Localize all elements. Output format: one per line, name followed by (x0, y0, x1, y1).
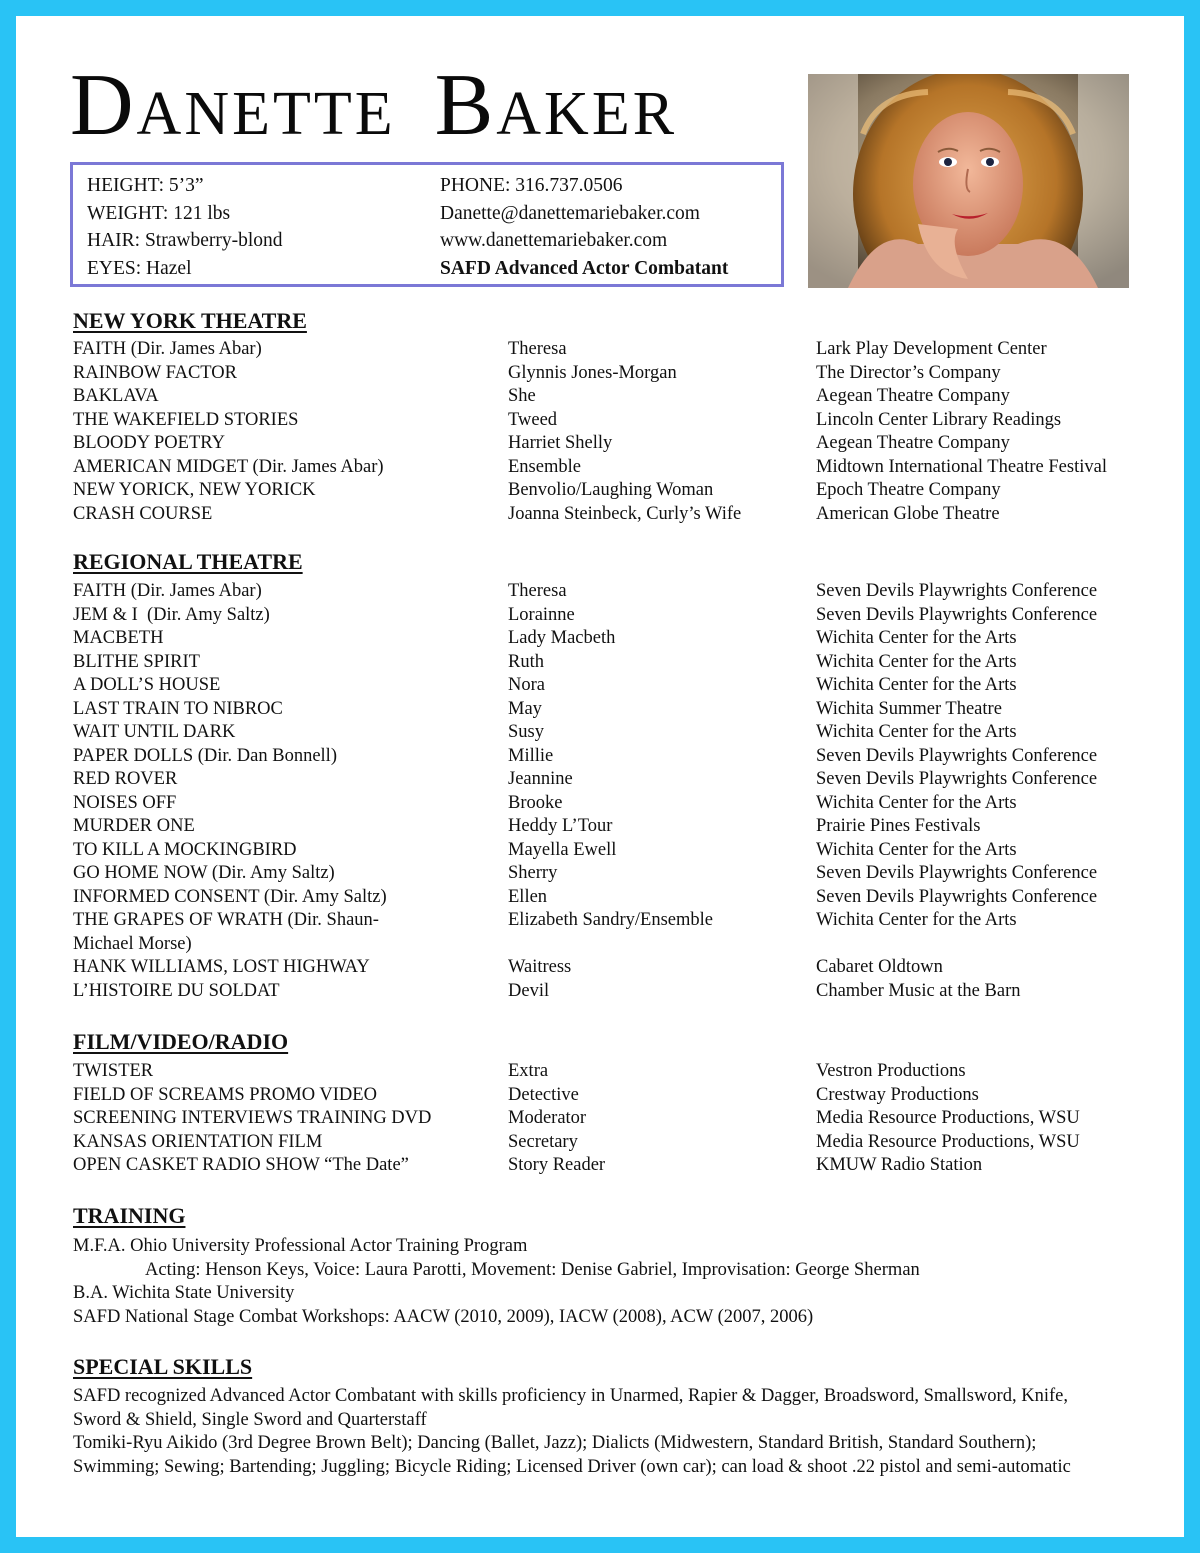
actor-name: Danette Baker (70, 57, 678, 154)
company: Chamber Music at the Barn (816, 980, 1021, 1001)
role: Ruth (508, 651, 544, 672)
credit-row (0, 768, 1200, 792)
credit-row (0, 1131, 1200, 1155)
production: WAIT UNTIL DARK (73, 722, 236, 742)
company: Lark Play Development Center (816, 339, 1047, 359)
role: Elizabeth Sandry/Ensemble (508, 910, 713, 930)
role: Ensemble (508, 456, 581, 477)
role: She (508, 386, 536, 406)
role: Detective (508, 1084, 579, 1105)
website[interactable]: www.danettemariebaker.com (440, 230, 668, 251)
credit-row (0, 1084, 1200, 1108)
credit-row (0, 721, 1200, 745)
company: Prairie Pines Festivals (816, 816, 981, 836)
production: THE WAKEFIELD STORIES (73, 409, 299, 430)
company: The Director’s Company (816, 362, 1001, 383)
training-degree-mfa: M.F.A. Ohio University Professional Actor Training Program (73, 1236, 528, 1256)
company: Aegean Theatre Company (816, 386, 1010, 406)
email[interactable]: Danette@danettemariebaker.com (440, 202, 700, 224)
company: Media Resource Productions, WSU (816, 1131, 1080, 1152)
production: RAINBOW FACTOR (73, 362, 237, 383)
skills-line: Swimming; Sewing; Bartending; Juggling; Bicycle Riding; Licensed Driver (own car); can load & shoot .22 pistol and semi-automatic (73, 1456, 1071, 1477)
production: NOISES OFF (73, 792, 177, 813)
new-york-theatre-list (0, 338, 1200, 526)
credit-row (0, 503, 1200, 527)
training-workshops: SAFD National Stage Combat Workshops: AACW (2010, 2009), IACW (2008), ACW (2007, 2006) (73, 1306, 814, 1327)
section-title-new-york-theatre: NEW YORK THEATRE (73, 308, 307, 333)
credit-row (0, 980, 1200, 1004)
role: Harriet Shelly (508, 433, 613, 453)
company: Wichita Center for the Arts (816, 675, 1017, 695)
production: L’HISTOIRE DU SOLDAT (73, 980, 280, 1001)
credit-row (0, 362, 1200, 386)
credit-row (0, 886, 1200, 910)
role: Glynnis Jones-Morgan (508, 362, 677, 383)
role: Nora (508, 675, 545, 695)
role: Lorainne (508, 604, 575, 625)
hair-stat: HAIR: Strawberry-blond (87, 230, 283, 251)
production: SCREENING INTERVIEWS TRAINING DVD (73, 1108, 432, 1128)
role: Brooke (508, 792, 563, 813)
training-list (73, 1235, 1153, 1329)
production: BLOODY POETRY (73, 433, 225, 453)
credit-row (0, 385, 1200, 409)
role: Sherry (508, 863, 558, 883)
role: Story Reader (508, 1155, 606, 1175)
production: OPEN CASKET RADIO SHOW “The Date” (73, 1155, 409, 1175)
company: Seven Devils Playwrights Conference (816, 769, 1098, 789)
role: Susy (508, 722, 544, 742)
credit-row (0, 651, 1200, 675)
role: Tweed (508, 409, 558, 430)
headshot-photo (808, 74, 1129, 288)
credit-row (0, 1107, 1200, 1131)
credit-row (0, 862, 1200, 886)
role: Ellen (508, 886, 548, 907)
regional-theatre-list (0, 580, 1200, 1003)
credit-row (0, 839, 1200, 863)
production: FIELD OF SCREAMS PROMO VIDEO (73, 1084, 377, 1105)
company: Aegean Theatre Company (816, 433, 1010, 453)
company: Midtown International Theatre Festival (816, 456, 1107, 477)
production: PAPER DOLLS (Dir. Dan Bonnell) (73, 745, 337, 766)
production: FAITH (Dir. James Abar) (73, 339, 262, 359)
role: Secretary (508, 1131, 578, 1152)
production: AMERICAN MIDGET (Dir. James Abar) (73, 456, 384, 477)
skills-line: SAFD recognized Advanced Actor Combatant with skills proficiency in Unarmed, Rapier & Dagger, Broadsword, Smallsword, Knife, (73, 1386, 1068, 1406)
section-title-film-video-radio: FILM/VIDEO/RADIO (73, 1029, 289, 1054)
company: Wichita Summer Theatre (816, 698, 1002, 719)
production: A DOLL’S HOUSE (73, 675, 221, 695)
role: Devil (508, 980, 550, 1001)
production: MURDER ONE (73, 816, 195, 836)
role: Mayella Ewell (508, 839, 617, 860)
role: Theresa (508, 339, 567, 359)
role: Benvolio/Laughing Woman (508, 480, 714, 500)
credit-row (0, 479, 1200, 503)
company: Seven Devils Playwrights Conference (816, 745, 1098, 766)
section-title-training: TRAINING (73, 1203, 186, 1228)
company: Crestway Productions (816, 1084, 979, 1105)
role: May (508, 698, 542, 719)
production: GO HOME NOW (Dir. Amy Saltz) (73, 863, 335, 883)
credit-row (0, 674, 1200, 698)
role: Theresa (508, 581, 567, 601)
role: Extra (508, 1061, 549, 1081)
company: Wichita Center for the Arts (816, 839, 1017, 860)
credit-row (0, 338, 1200, 362)
production: TWISTER (73, 1061, 154, 1081)
credit-row (0, 909, 1200, 956)
company: Media Resource Productions, WSU (816, 1108, 1080, 1128)
credit-row (0, 1154, 1200, 1178)
role: Moderator (508, 1108, 587, 1128)
production: CRASH COURSE (73, 503, 213, 524)
company: Seven Devils Playwrights Conference (816, 886, 1098, 907)
company: Wichita Center for the Arts (816, 792, 1017, 813)
skills-line: Tomiki-Ryu Aikido (3rd Degree Brown Belt); Dancing (Ballet, Jazz); Dialicts (Midwestern, Standard British, Standard Southern); (73, 1433, 1037, 1453)
credit-row (0, 604, 1200, 628)
company: Wichita Center for the Arts (816, 651, 1017, 672)
production: LAST TRAIN TO NIBROC (73, 698, 283, 719)
production: TO KILL A MOCKINGBIRD (73, 839, 297, 860)
eyes-stat: EYES: Hazel (87, 257, 192, 279)
production: HANK WILLIAMS, LOST HIGHWAY (73, 957, 370, 977)
production: JEM & I (Dir. Amy Saltz) (73, 604, 270, 625)
credit-row (0, 409, 1200, 433)
company: Seven Devils Playwrights Conference (816, 604, 1098, 625)
production: MACBETH (73, 628, 164, 648)
role: Jeannine (508, 769, 573, 789)
company: Vestron Productions (816, 1061, 966, 1081)
training-degree-ba: B.A. Wichita State University (73, 1283, 295, 1303)
combat-certification: SAFD Advanced Actor Combatant (440, 257, 729, 279)
role: Lady Macbeth (508, 628, 616, 648)
role: Heddy L’Tour (508, 816, 613, 836)
credit-row (0, 815, 1200, 839)
role: Millie (508, 745, 554, 766)
production: BLITHE SPIRIT (73, 651, 200, 672)
skills-line: Sword & Shield, Single Sword and Quarterstaff (73, 1409, 427, 1430)
contact-column (440, 172, 728, 282)
company: American Globe Theatre (816, 503, 1000, 524)
production: BAKLAVA (73, 386, 159, 406)
company: Epoch Theatre Company (816, 480, 1001, 500)
training-instructors: Acting: Henson Keys, Voice: Laura Parotti, Movement: Denise Gabriel, Improvisation: George Sherman (145, 1259, 920, 1280)
company: Wichita Center for the Arts (816, 722, 1017, 742)
production: NEW YORICK, NEW YORICK (73, 480, 316, 500)
company: Seven Devils Playwrights Conference (816, 863, 1098, 883)
company: Lincoln Center Library Readings (816, 409, 1062, 430)
company: Seven Devils Playwrights Conference (816, 581, 1098, 601)
production: INFORMED CONSENT (Dir. Amy Saltz) (73, 886, 387, 907)
headshot-image (808, 74, 1129, 288)
credit-row (0, 792, 1200, 816)
weight-stat: WEIGHT: 121 lbs (87, 202, 231, 224)
credit-row (0, 1060, 1200, 1084)
company: Wichita Center for the Arts (816, 910, 1017, 930)
credit-row (0, 956, 1200, 980)
credit-row (0, 456, 1200, 480)
credit-row (0, 627, 1200, 651)
film-video-radio-list (0, 1060, 1200, 1178)
credit-row (0, 698, 1200, 722)
company: Cabaret Oldtown (816, 957, 943, 977)
production: THE GRAPES OF WRATH (Dir. Shaun-Michael Morse) (73, 910, 379, 954)
credit-row (0, 432, 1200, 456)
section-title-special-skills: SPECIAL SKILLS (73, 1354, 253, 1379)
company: Wichita Center for the Arts (816, 628, 1017, 648)
credit-row (0, 745, 1200, 769)
section-title-regional-theatre: REGIONAL THEATRE (73, 549, 303, 574)
role: Waitress (508, 957, 572, 977)
special-skills-list (73, 1385, 1153, 1479)
role: Joanna Steinbeck, Curly’s Wife (508, 503, 742, 524)
info-box (70, 162, 784, 287)
production: FAITH (Dir. James Abar) (73, 581, 262, 601)
phone: PHONE: 316.737.0506 (440, 175, 623, 196)
company: KMUW Radio Station (816, 1155, 983, 1175)
stats-column (87, 172, 283, 282)
production: RED ROVER (73, 769, 178, 789)
production: KANSAS ORIENTATION FILM (73, 1131, 323, 1152)
credit-row (0, 580, 1200, 604)
height-stat: HEIGHT: 5’3” (87, 175, 204, 196)
